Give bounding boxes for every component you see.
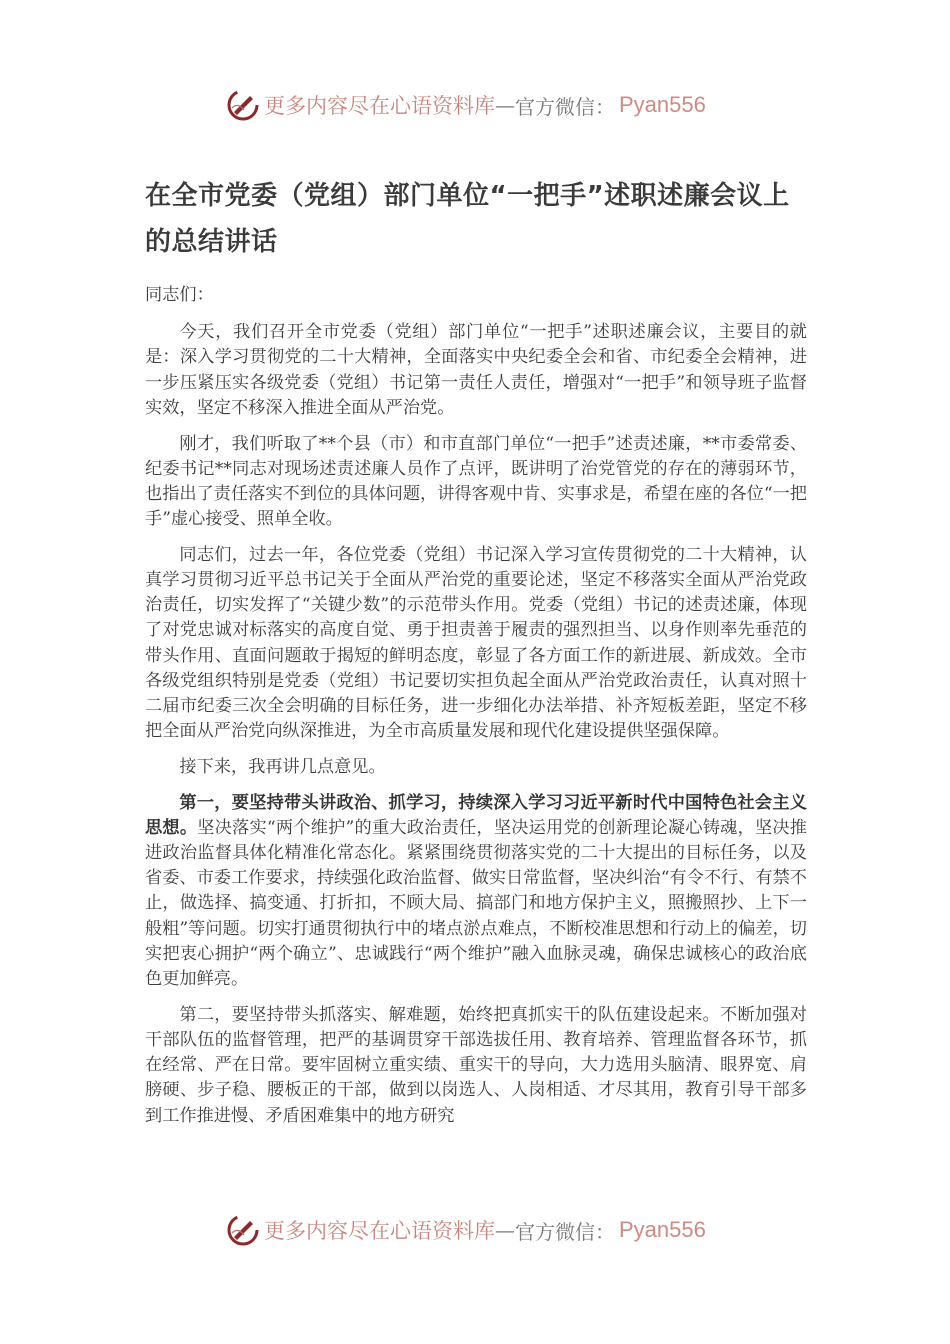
watermark-wechat-id: Pyan556 xyxy=(619,1217,706,1242)
watermark-sub-text: 官方微信： xyxy=(515,94,615,119)
watermark-sub-text: 官方微信： xyxy=(515,1219,615,1244)
document-title: 在全市党委（党组）部门单位“一把手”述职述廉会议上的总结讲话 xyxy=(145,181,790,257)
paragraph: 今天，我们召开全市党委（党组）部门单位“一把手”述职述廉会议，主要目的就是：深入学习贯彻党的二十大精神，全面落实中央纪委全会和省、市纪委全会精神，进一步压紧压实各级党委（党组）书记第一责任人责任，增强对“一把手”和领导班子监督实效，坚定不移深入推进全面从严治党。 xyxy=(145,322,807,418)
paragraph: 同志们，过去一年，各位党委（党组）书记深入学习宣传贯彻党的二十大精神，认真学习贯彻习近平总书记关于全面从严治党的重要论述，坚定不移落实全面从严治党政治责任，切实发挥了“关键少数”的示范带头作用。党委（党组）书记的述责述廉，体现了对党忠诚对标落实的高度自觉、勇于担责善于履责的强烈担当、以身作则率先垂范的带头作用、直面问题敢于揭短的鲜明态度，彰显了各方面工作的新进展、新成效。全市各级党组织特别是党委（党组）书记要切实担负起全面从严治党政治责任，认真对照十二届市纪委三次全会明确的目标任务，进一步细化办法举措、补齐短板差距，坚定不移把全面从严治党向纵深推进，为全市高质量发展和现代化建设提供坚强保障。 xyxy=(145,544,807,742)
quill-pen-logo-icon xyxy=(226,1213,260,1247)
header-watermark-banner xyxy=(226,85,716,125)
footer-watermark-banner xyxy=(226,1210,716,1250)
document-body xyxy=(145,283,807,1139)
watermark-main-text: 更多内容尽在心语资料库 xyxy=(264,94,495,118)
watermark-wechat-id: Pyan556 xyxy=(619,92,706,117)
salutation: 同志们： xyxy=(145,285,214,305)
watermark-dash: — xyxy=(495,1218,515,1242)
quill-pen-logo-icon xyxy=(226,88,260,122)
paragraph: 接下来，我再讲几点意见。 xyxy=(179,756,386,777)
watermark-dash: — xyxy=(495,93,515,117)
watermark-main-text: 更多内容尽在心语资料库 xyxy=(264,1219,495,1243)
point-heading: 第一，要坚持带头讲政治、抓学习，持续深入学习习近平新时代中国特色社会主义思想。 xyxy=(145,792,807,838)
paragraph-point-one: 第一，要坚持带头讲政治、抓学习，持续深入学习习近平新时代中国特色社会主义思想。坚决落实“两个维护”的重大政治责任，坚决运用党的创新理论凝心铸魂，坚决推进政治监督具体化精准化常态化。紧紧围绕贯彻落实党的二十大提出的目标任务，以及省委、市委工作要求，持续强化政治监督、做实日常监督，坚决纠治“有令不行、有禁不止，做选择、搞变通、打折扣，不顾大局、搞部门和地方保护主义，照搬照抄、上下一般粗”等问题。切实打通贯彻执行中的堵点淤点难点，不断校准思想和行动上的偏差，切实把衷心拥护“两个确立”、忠诚践行“两个维护”融入血脉灵魂，确保忠诚核心的政治底色更加鲜亮。 xyxy=(145,792,807,990)
paragraph: 刚才，我们听取了**个县（市）和市直部门单位“一把手”述责述廉，**市委常委、纪委书记**同志对现场述责述廉人员作了点评，既讲明了治党管党的存在的薄弱环节，也指出了责任落实不到位的具体问题，讲得客观中肯、实事求是，希望在座的各位“一把手”虚心接受、照单全收。 xyxy=(145,433,807,530)
paragraph-point-two: 第二，要坚持带头抓落实、解难题，始终把真抓实干的队伍建设起来。不断加强对干部队伍的监督管理，把严的基调贯穿干部选拔任用、教育培养、管理监督各环节，抓在经常、严在日常。要牢固树立重实绩、重实干的导向，大力选用头脑清、眼界宽、肩膀硬、步子稳、腰板正的干部，做到以岗选人、人岗相适、才尽其用，教育引导干部多到工作推进慢、矛盾困难集中的地方研究 xyxy=(145,1004,807,1126)
